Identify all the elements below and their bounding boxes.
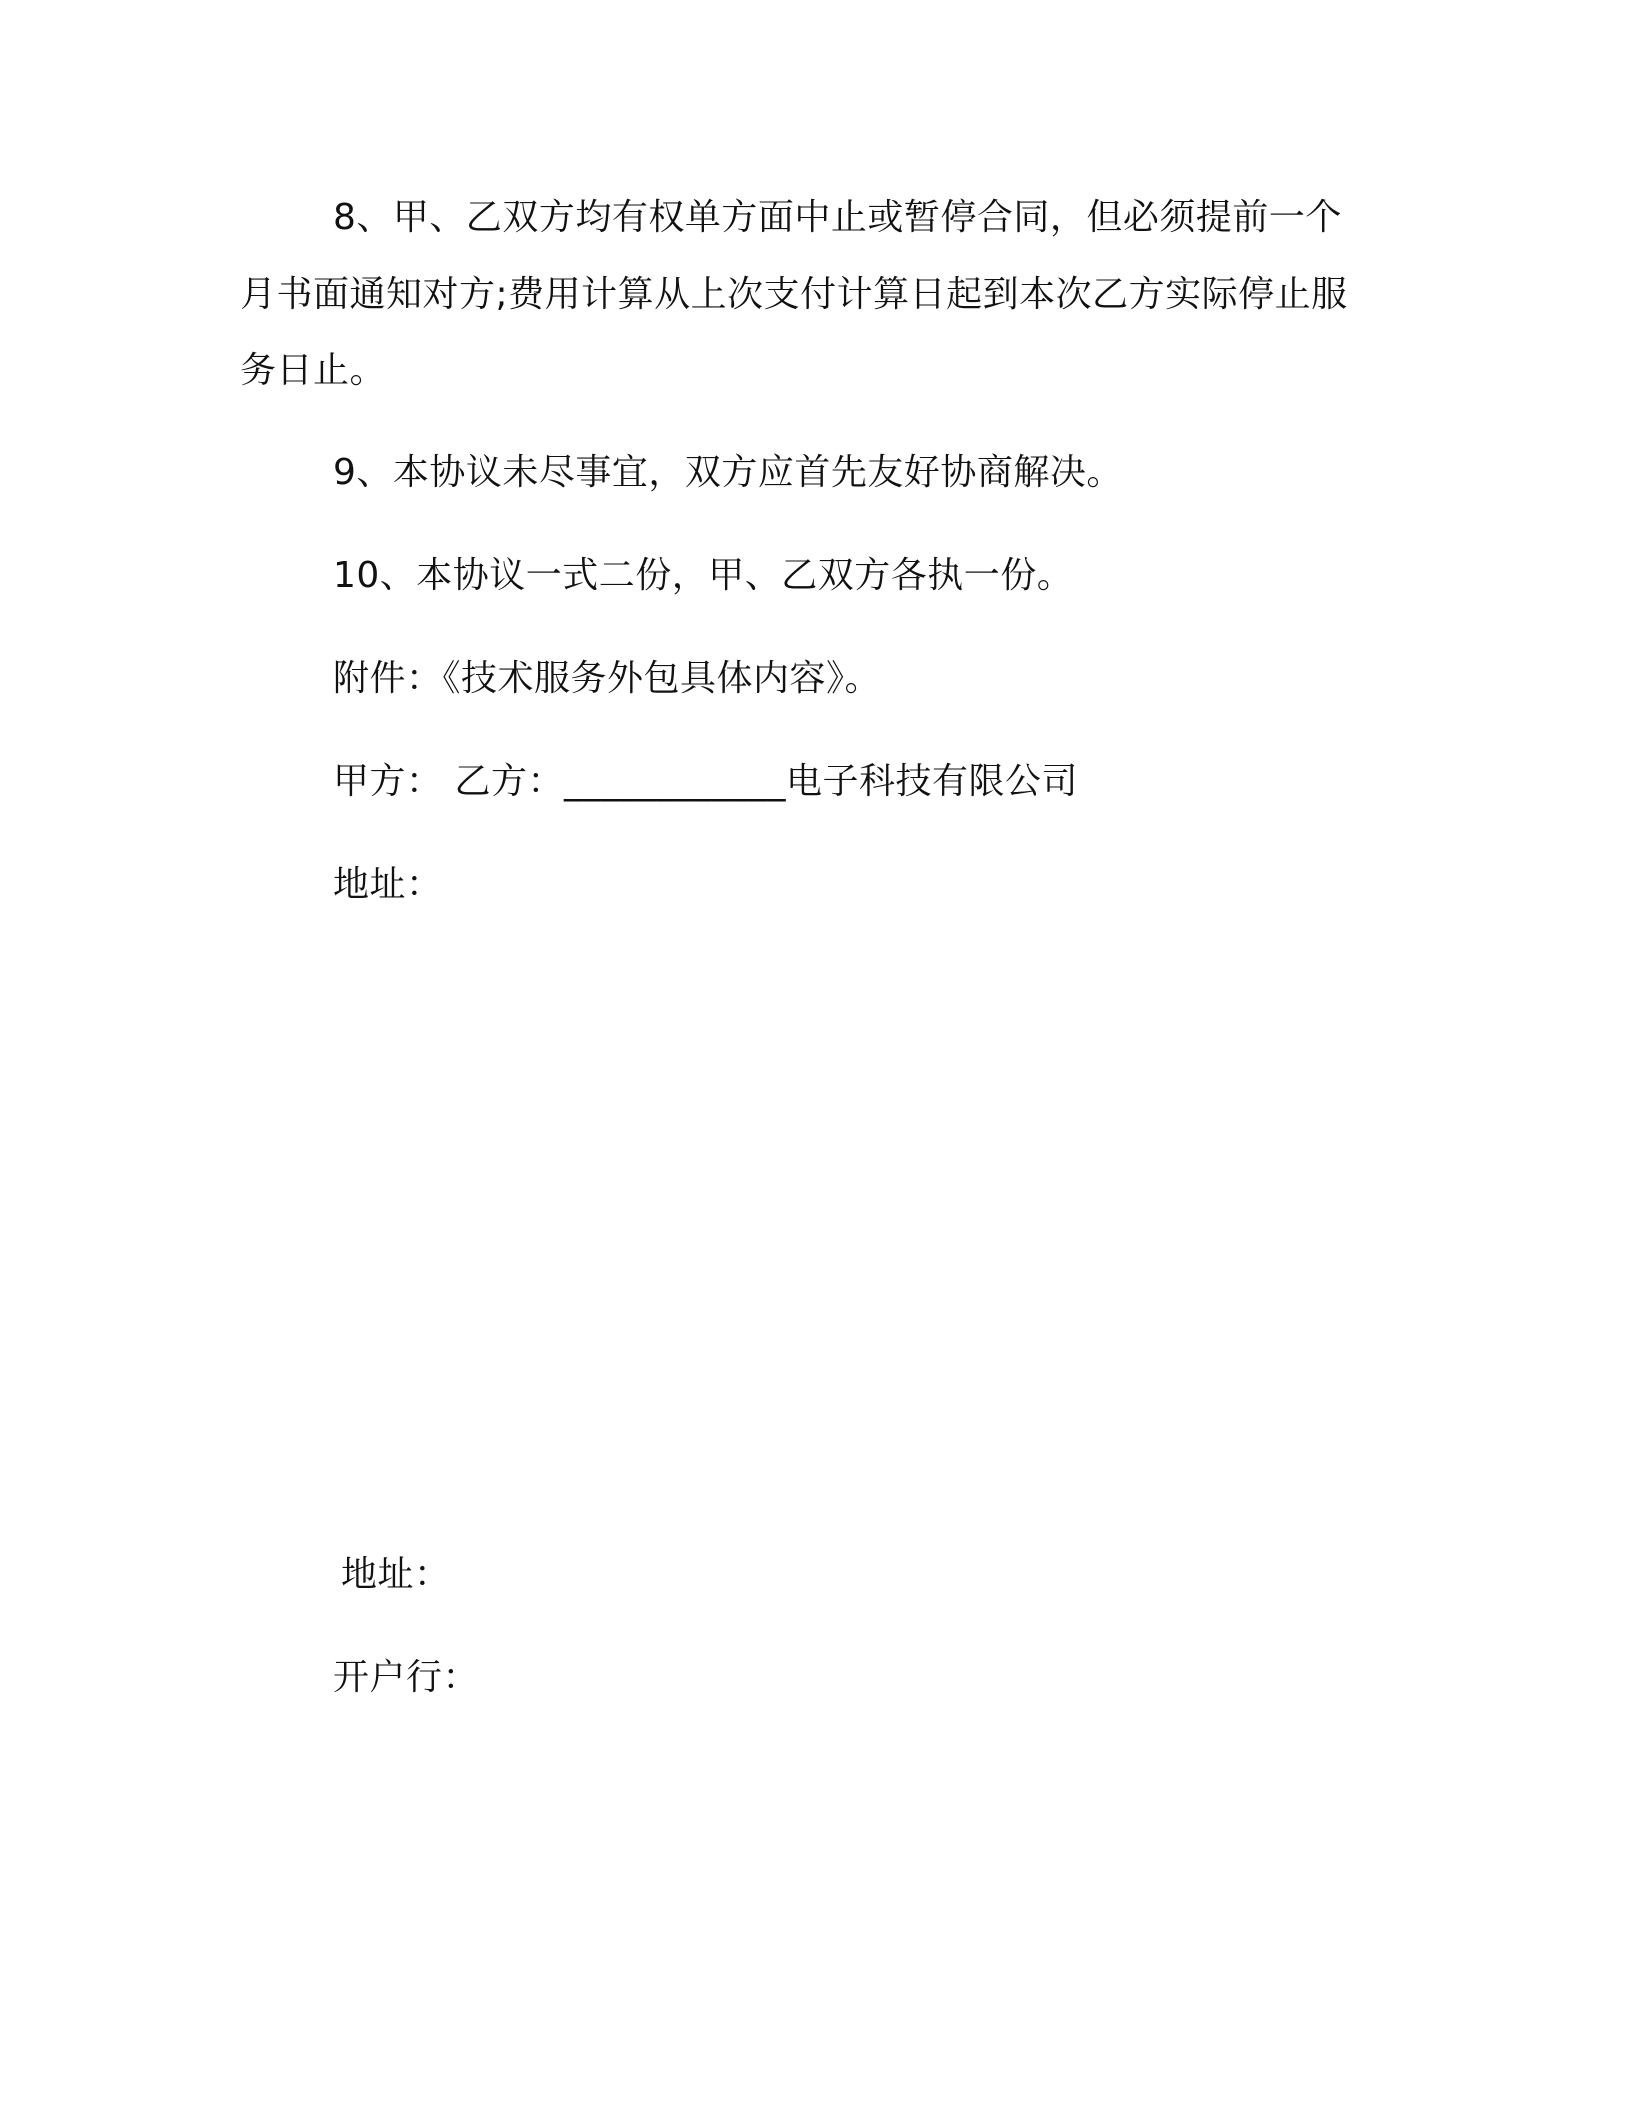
parties-line: 甲方： 乙方：____________电子科技有限公司 xyxy=(333,761,1078,802)
clause-8-line-2: 月书面通知对方;费用计算从上次支付计算日起到本次乙方实际停止服 xyxy=(240,274,1348,315)
clause-8-line-3: 务日止。 xyxy=(240,350,387,391)
address-party-a: 地址： xyxy=(333,864,443,905)
attachment-line: 附件：《技术服务外包具体内容》。 xyxy=(333,658,882,699)
clause-8-line-1: 8、甲、乙双方均有权单方面中止或暂停合同，但必须提前一个 xyxy=(333,197,1342,238)
clause-10: 10、本协议一式二份，甲、乙双方各执一份。 xyxy=(333,555,1074,596)
address-party-b: 地址： xyxy=(341,1554,451,1595)
clause-9: 9、本协议未尽事宜，双方应首先友好协商解决。 xyxy=(333,452,1123,493)
bank-line: 开户行： xyxy=(333,1657,480,1698)
